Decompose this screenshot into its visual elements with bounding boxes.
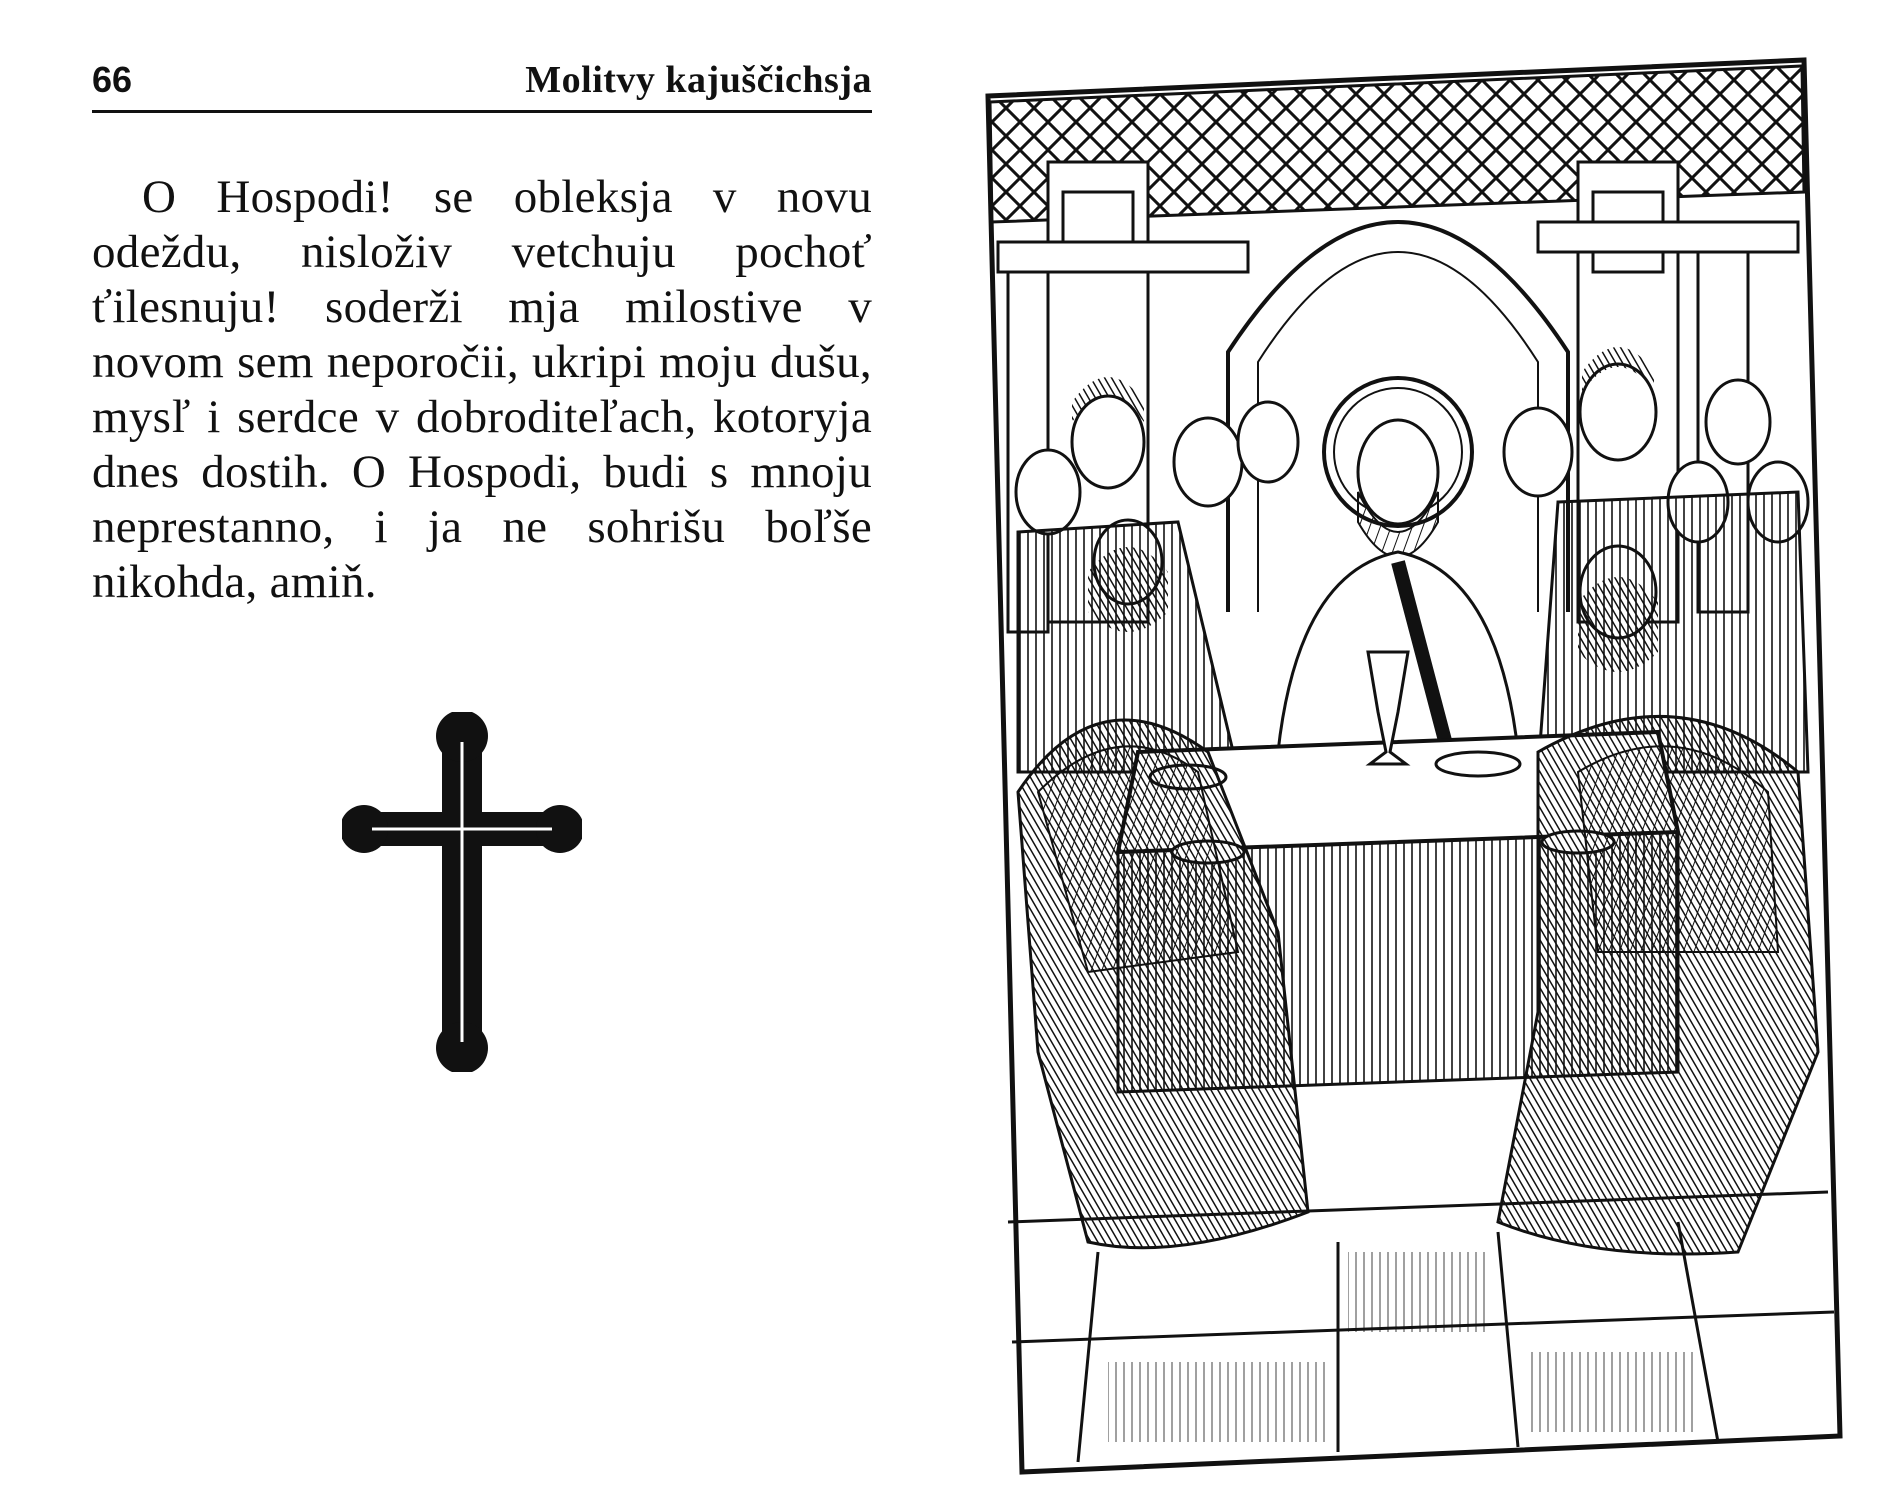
running-title: Molitvy kajuščichsja — [525, 59, 872, 101]
running-head — [92, 52, 872, 113]
last-supper-illustration — [978, 52, 1858, 1482]
page-number: 66 — [92, 59, 133, 100]
left-page — [92, 52, 872, 1472]
prayer-text: O Hospodi! se obleksja v novu odeždu, nisloživ vetchuju pochoť ťilesnuju! soderži mja milostive v novom sem neporočii, ukripi moju dušu, mysľ i serdce v dobroditeľach, kotoryja dnes dostih. O Hospodi, budi s mnoju neprestanno, i ja ne sohrišu boľše nikohda, amiň. — [92, 171, 872, 608]
cross-icon — [342, 712, 582, 1072]
